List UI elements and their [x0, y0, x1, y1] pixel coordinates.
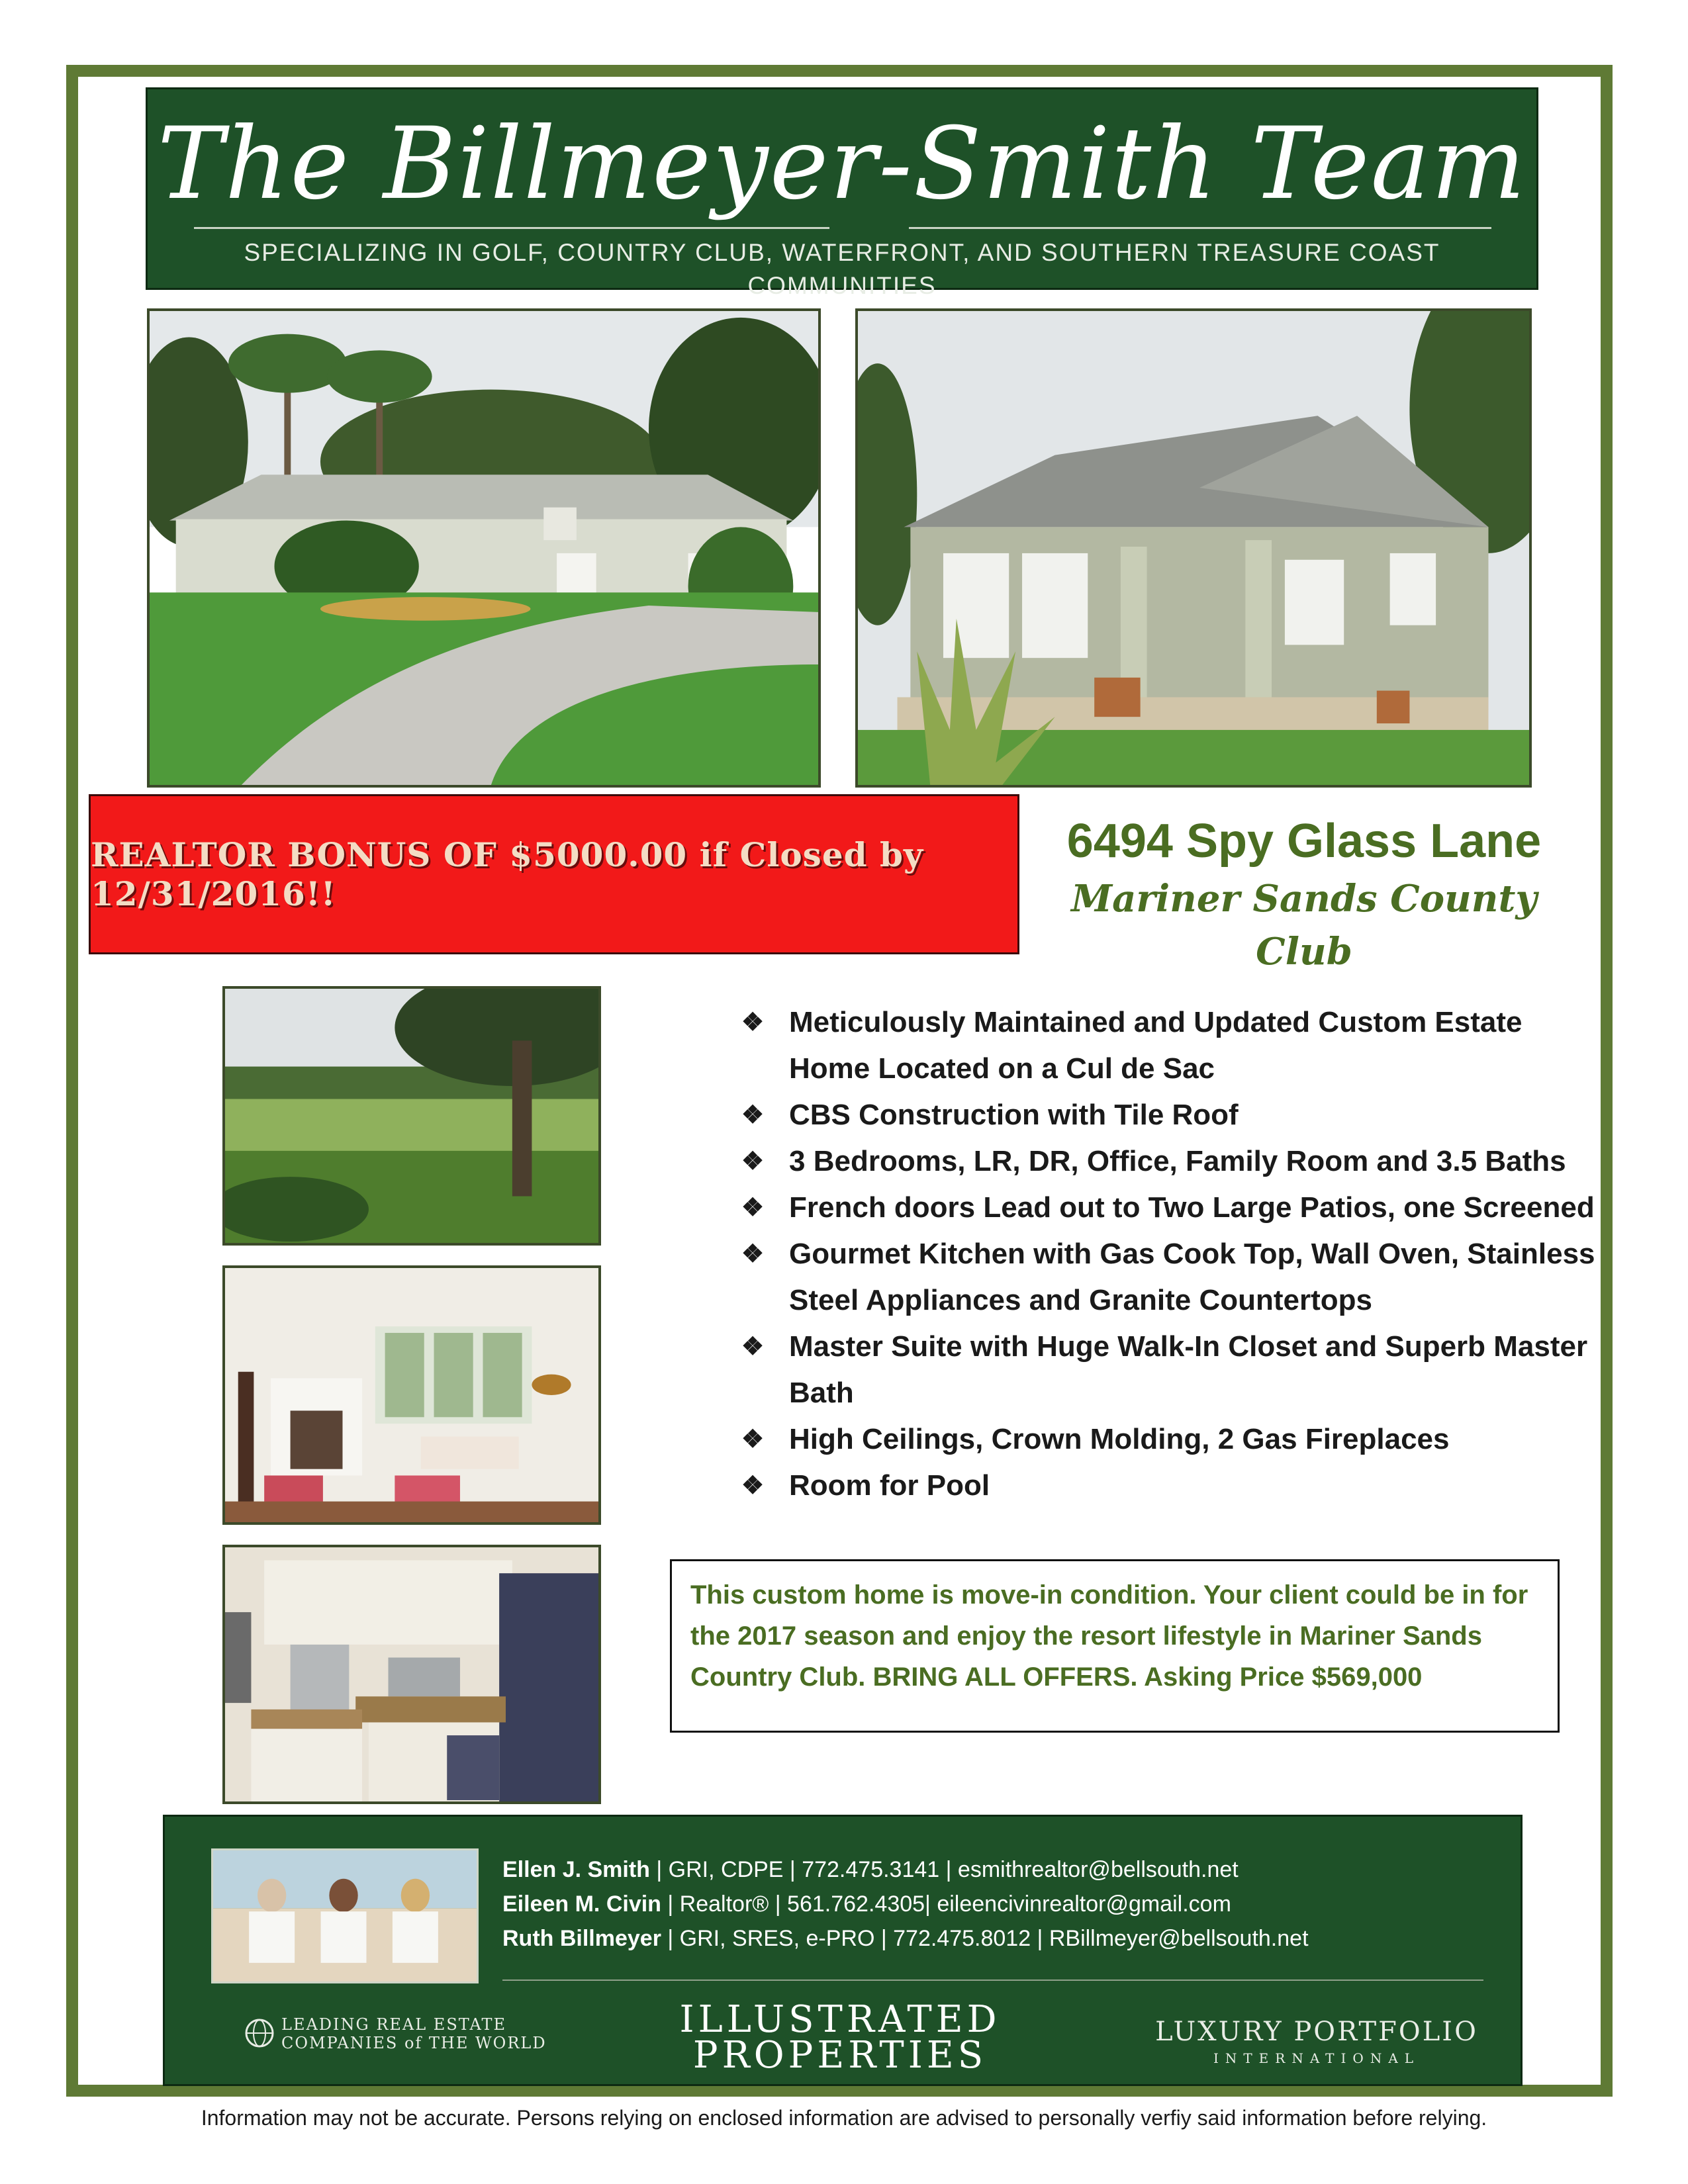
realtor-bonus-text: REALTOR BONUS OF $5000.00 if Closed by 12/31/2016!! — [91, 835, 924, 913]
diamond-bullet-icon: ❖ — [741, 1426, 765, 1453]
listing-address: 6494 Spy Glass Lane — [1066, 815, 1542, 868]
luxury-portfolio-logo: LUXURY PORTFOLIO INTERNATIONAL — [1155, 2017, 1478, 2066]
photo-front-exterior — [147, 308, 821, 788]
feature-item: ❖ CBS Construction with Tile Roof — [741, 1092, 1602, 1138]
feature-item: ❖ Room for Pool — [741, 1463, 1602, 1509]
feature-item: ❖ French doors Lead out to Two Large Patios, one Screened — [741, 1185, 1602, 1231]
diamond-bullet-icon: ❖ — [741, 1240, 765, 1268]
photo-golf-course — [222, 986, 601, 1246]
diamond-bullet-icon: ❖ — [741, 1009, 765, 1036]
header-tagline: SPECIALIZING IN GOLF, COUNTRY CLUB, WATERFRONT, AND SOUTHERN TREASURE COAST COMMUNITIES — [244, 239, 1440, 299]
photo-kitchen — [222, 1545, 601, 1804]
feature-item: ❖ 3 Bedrooms, LR, DR, Office, Family Room and 3.5 Baths — [741, 1138, 1602, 1185]
listing-club: Mariner Sands County Club — [1071, 877, 1537, 974]
photo-back-patio — [855, 308, 1532, 788]
disclaimer: Information may not be accurate. Persons relying on enclosed information are advised to personally verfiy said information before relying. — [201, 2106, 1487, 2130]
diamond-bullet-icon: ❖ — [741, 1101, 765, 1129]
header-banner — [146, 87, 1538, 299]
description-text: This custom home is move-in condition. Your client could be in for the 2017 season and enjoy the resort lifestyle in Mariner Sands Country Club. BRING ALL OFFERS. Asking Price $569,000 — [690, 1580, 1528, 1692]
agent-line: Eileen M. Civin | Realtor® | 561.762.4305| eileencivinrealtor@gmail.com — [502, 1891, 1231, 1917]
illustrated-properties-logo: ILLUSTRATED PROPERTIES — [679, 1998, 1001, 2077]
agents-photo — [211, 1848, 479, 1983]
realtor-bonus-box — [89, 794, 1019, 954]
globe-icon — [244, 2018, 275, 2048]
leading-real-estate-logo: LEADING REAL ESTATE COMPANIES of THE WORLD — [244, 2015, 547, 2052]
diamond-bullet-icon: ❖ — [741, 1194, 765, 1222]
diamond-bullet-icon: ❖ — [741, 1333, 765, 1361]
feature-item: ❖ Gourmet Kitchen with Gas Cook Top, Wall Oven, Stainless Steel Appliances and Granite Countertops — [741, 1231, 1602, 1324]
feature-item: ❖ High Ceilings, Crown Molding, 2 Gas Fireplaces — [741, 1416, 1602, 1463]
feature-item: ❖ Master Suite with Huge Walk-In Closet and Superb Master Bath — [741, 1324, 1602, 1416]
team-name: The Billmeyer-Smith Team — [157, 107, 1527, 222]
features-list — [741, 999, 1602, 1509]
feature-item: ❖ Meticulously Maintained and Updated Custom Estate Home Located on a Cul de Sac — [741, 999, 1602, 1092]
agent-line: Ruth Billmeyer | GRI, SRES, e-PRO | 772.475.8012 | RBillmeyer@bellsouth.net — [502, 1926, 1309, 1951]
agent-line: Ellen J. Smith | GRI, CDPE | 772.475.3141 | esmithrealtor@bellsouth.net — [502, 1857, 1239, 1882]
header-rule-right — [909, 227, 1491, 229]
diamond-bullet-icon: ❖ — [741, 1472, 765, 1500]
diamond-bullet-icon: ❖ — [741, 1148, 765, 1175]
description-box — [670, 1559, 1560, 1733]
photo-living-room — [222, 1265, 601, 1525]
header-rule-left — [194, 227, 829, 229]
footer-banner — [163, 1815, 1523, 2086]
footer-divider — [502, 1979, 1483, 1981]
